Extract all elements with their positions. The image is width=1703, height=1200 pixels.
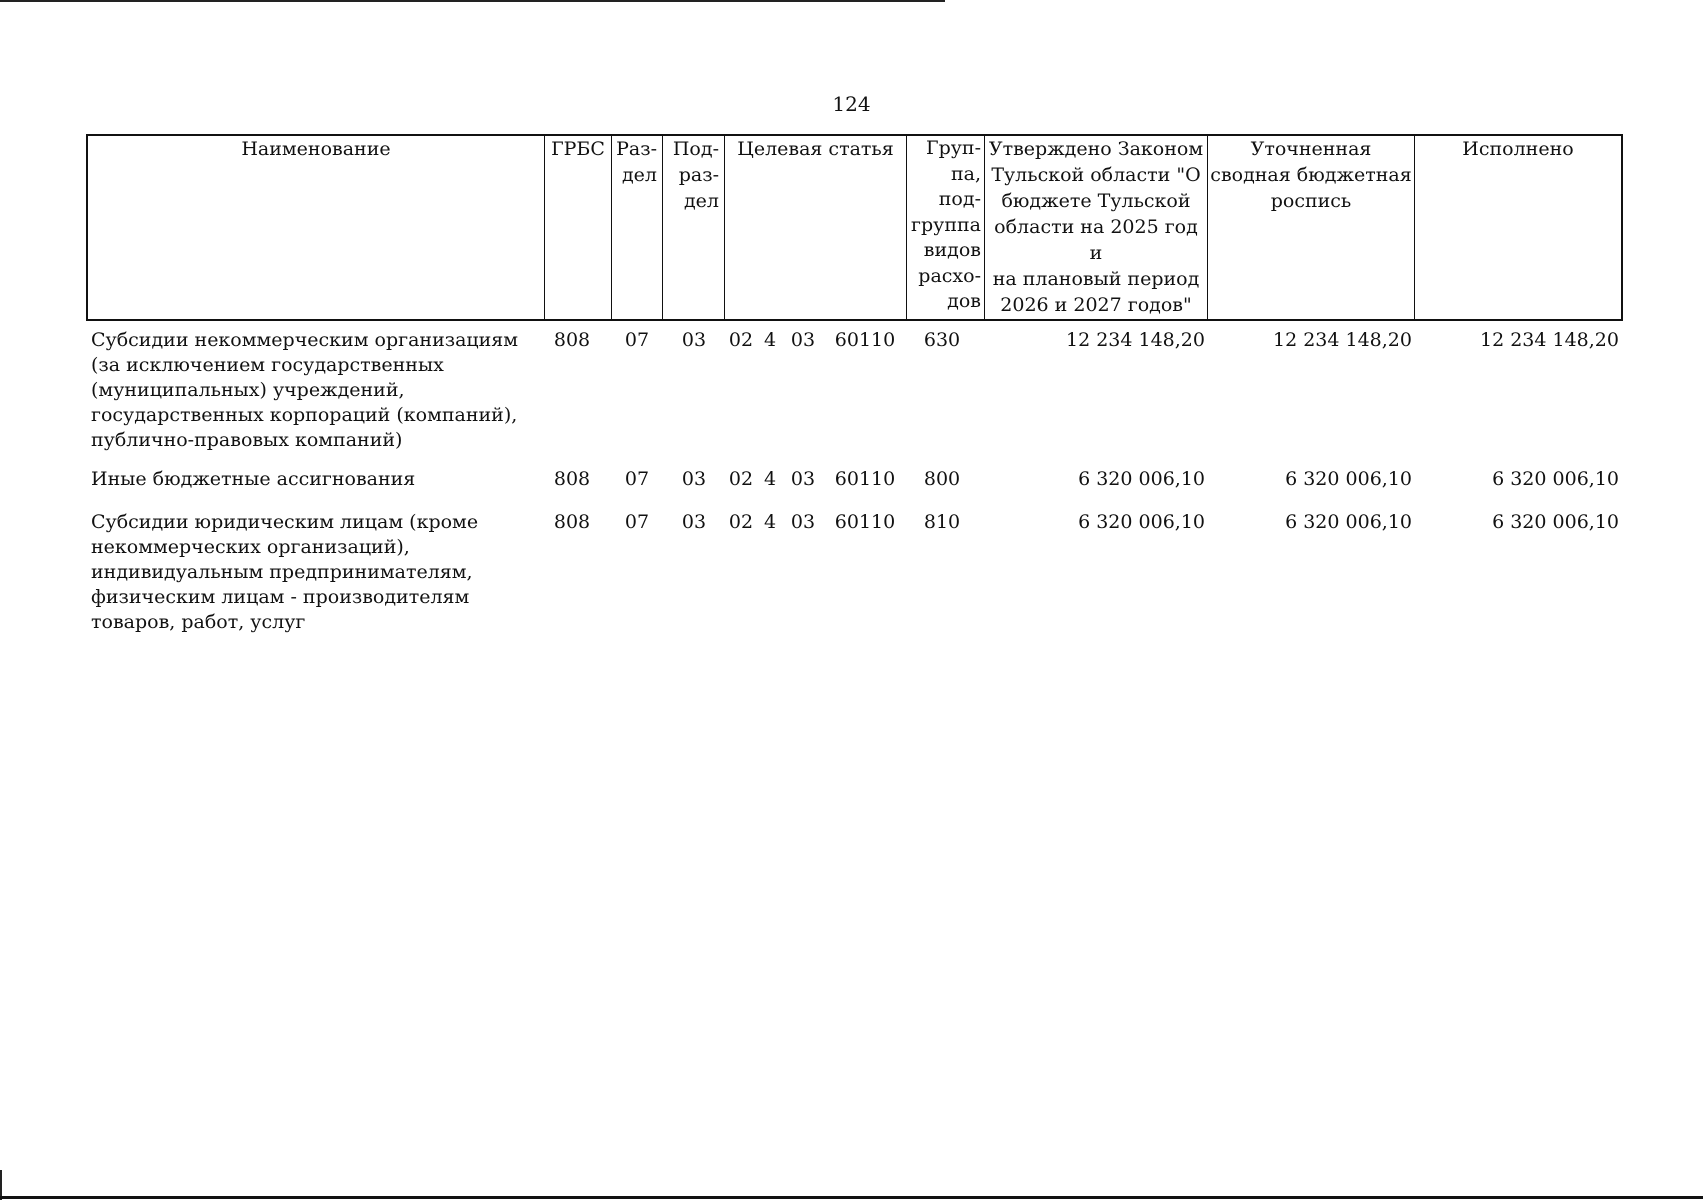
row-1-utochnennaya: 12 234 148,20 xyxy=(1272,329,1412,351)
row-1-cs-4: 60110 xyxy=(834,329,896,351)
row-2-utverzhdeno: 6 320 006,10 xyxy=(1078,468,1205,490)
row-3-podrazdel: 03 xyxy=(681,511,707,533)
scan-bottom-edge xyxy=(0,1196,1703,1199)
header-podrazdel: Под- раз- дел xyxy=(672,138,719,212)
row-3-ispolneno: 6 320 006,10 xyxy=(1492,511,1619,533)
row-1-cs-2: 4 xyxy=(763,329,777,351)
header-utverzhdeno: Утверждено Законом Тульской области "О бюджете Тульской области на 2025 год и на плановый период 2026 и 2027 годов" xyxy=(988,138,1204,316)
row-3-gruppa: 810 xyxy=(923,511,961,533)
row-3-cs-4: 60110 xyxy=(834,511,896,533)
row-2-ispolneno: 6 320 006,10 xyxy=(1492,468,1619,490)
row-2-grbs: 808 xyxy=(553,468,591,490)
row-3-utverzhdeno: 6 320 006,10 xyxy=(1078,511,1205,533)
header-utochnennaya: Уточненная сводная бюджетная роспись xyxy=(1210,138,1412,212)
header-grbs: ГРБС xyxy=(551,138,605,160)
row-2-cs-3: 03 xyxy=(790,468,816,490)
row-1-razdel: 07 xyxy=(624,329,650,351)
row-2-name: Иные бюджетные ассигнования xyxy=(91,468,416,490)
row-1-ispolneno: 12 234 148,20 xyxy=(1479,329,1619,351)
row-2-utochnennaya: 6 320 006,10 xyxy=(1285,468,1412,490)
header-ispolneno: Исполнено xyxy=(1462,138,1574,160)
header-celevaya-statya: Целевая статья xyxy=(737,138,894,160)
row-3-cs-3: 03 xyxy=(790,511,816,533)
col-divider xyxy=(544,134,545,321)
row-1-podrazdel: 03 xyxy=(681,329,707,351)
row-1-grbs: 808 xyxy=(553,329,591,351)
row-3-razdel: 07 xyxy=(624,511,650,533)
row-1-cs-1: 02 xyxy=(728,329,754,351)
header-name: Наименование xyxy=(241,138,391,160)
row-3-utochnennaya: 6 320 006,10 xyxy=(1285,511,1412,533)
row-1-gruppa: 630 xyxy=(923,329,961,351)
row-2-cs-4: 60110 xyxy=(834,468,896,490)
row-2-razdel: 07 xyxy=(624,468,650,490)
row-1-cs-3: 03 xyxy=(790,329,816,351)
row-1-utverzhdeno: 12 234 148,20 xyxy=(1065,329,1205,351)
row-2-cs-1: 02 xyxy=(728,468,754,490)
header-razdel: Раз- дел xyxy=(616,138,657,186)
header-gruppa: Груп- па, под- группа видов расхо- дов xyxy=(911,137,981,312)
row-2-cs-2: 4 xyxy=(763,468,777,490)
col-divider xyxy=(1414,134,1415,321)
row-3-cs-2: 4 xyxy=(763,511,777,533)
row-3-grbs: 808 xyxy=(553,511,591,533)
row-2-podrazdel: 03 xyxy=(681,468,707,490)
col-divider xyxy=(724,134,725,321)
page-number: 124 xyxy=(832,92,871,116)
row-2-gruppa: 800 xyxy=(923,468,961,490)
row-3-cs-1: 02 xyxy=(728,511,754,533)
scan-top-edge xyxy=(0,0,945,2)
row-1-name: Субсидии некоммерческим организациям (за исключением государственных (муниципальных) учреждений, государственных корпораций (компаний), публично-правовых компаний) xyxy=(91,329,519,451)
row-3-name: Субсидии юридическим лицам (кроме некоммерческих организаций), индивидуальным предпринимателям, физическим лицам - производителям товаров, работ, услуг xyxy=(91,511,479,633)
